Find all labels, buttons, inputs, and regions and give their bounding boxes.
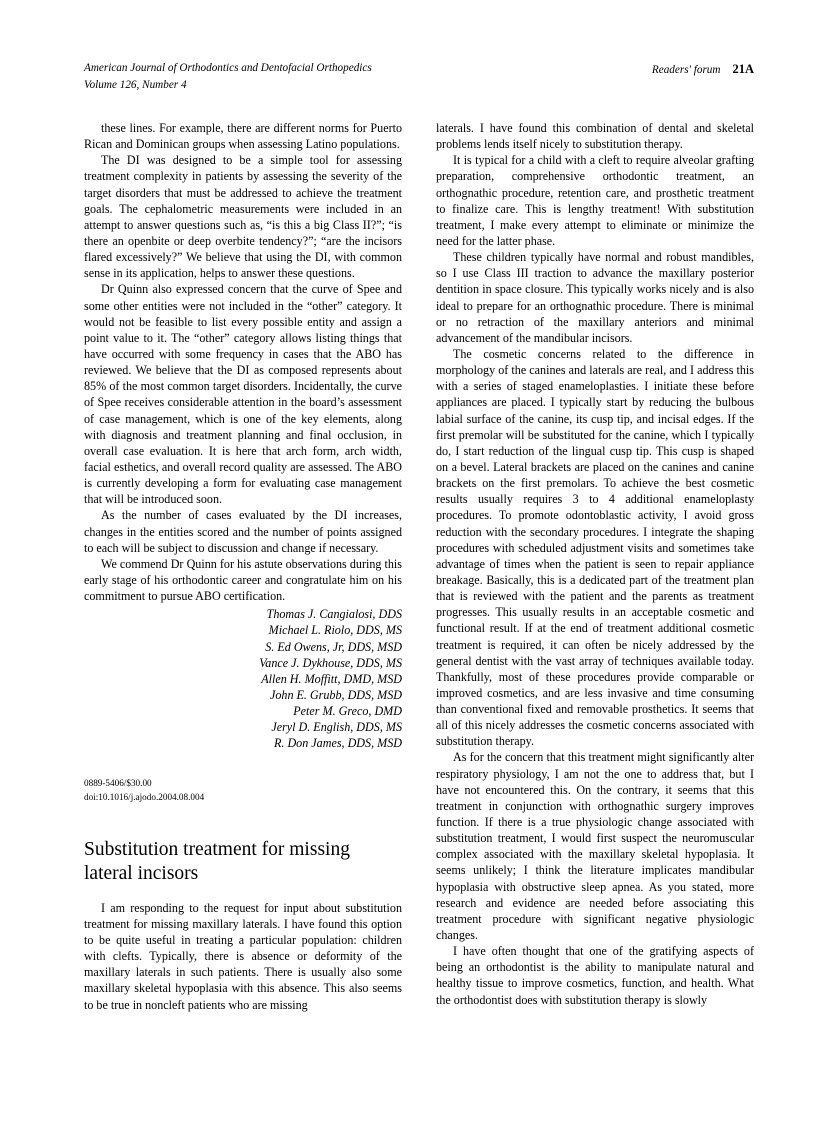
paragraph: I have often thought that one of the gratifying aspects of being an orthodontist is the ability to manipulate natural and healthy tissue to improve cosmetics, function, and health. What the orthodontist does with substitution therapy is slowly bbox=[436, 944, 754, 1007]
page-number: 21A bbox=[732, 62, 754, 76]
left-column bbox=[84, 120, 402, 1013]
paragraph: The cosmetic concerns related to the difference in morphology of the canines and laterals are real, and I address this with a series of staged enameloplasties. I initiate these before appliances are placed. I typically start by reducing the bulbous labial surface of the canine, its cusp tip, and incisal edges. If the first premolar will be substituted for the canine, which I typically do, I start reduction of the lingual cusp tip. This cusp is shaped on a bevel. Lateral brackets are placed on the canines and canine brackets on the first premolars. To achieve the best cosmetic results usually requires 3 to 4 additional enameloplasty procedures. To promote odontoblastic activity, I avoid gross reduction with the secondary procedures. I integrate the shaping procedures with scheduled adjustment visits and sometimes take advantage of times when the patient is seen to repair appliance breakage. Basically, this is a dedicated part of the treatment plan that is reviewed with the patient and the parents as treatment progresses. This usually results in an acceptable cosmetic and functional result. If at the end of treatment additional cosmetic treatment is required, it can often be nicely addressed by the general dentist with the vast array of techniques available today. Thankfully, most of these procedures provide comparable or improved cosmetics, and are less invasive and time consuming than conventional fixed and removable prosthetics. It seems that all of this nicely addresses the cosmetic concerns associated with substitution therapy. bbox=[436, 346, 754, 749]
paragraph: these lines. For example, there are different norms for Puerto Rican and Dominican groups when assessing Latino populations. bbox=[84, 121, 402, 152]
paragraph: We commend Dr Quinn for his astute observations during this early stage of his orthodontic career and congratulate him on his commitment to pursue ABO certification. bbox=[84, 556, 402, 604]
right-column bbox=[436, 120, 754, 1013]
doi-line: doi:10.1016/j.ajodo.2004.08.004 bbox=[84, 791, 205, 802]
paragraph: As the number of cases evaluated by the DI increases, changes in the entities scored and the number of points assigned to each will be subject to discussion and change if necessary. bbox=[84, 508, 402, 555]
signature: R. Don James, DDS, MSD bbox=[274, 736, 402, 751]
header-journal-info bbox=[84, 60, 372, 94]
two-column-body bbox=[84, 120, 754, 1013]
signature: John E. Grubb, DDS, MSD bbox=[269, 687, 402, 702]
paragraph: As for the concern that this treatment might significantly alter respiratory physiology, I am not the one to address that, but I have not encountered this. On the contrary, it seems that this treatment in conjunction with orthognathic surgery improves function. If there is a true physiologic change associated with substitution treatment, I would first suspect the neuromuscular complex associated with the maxillary skeletal hypoplasia. It seems unlikely; I think the literature implicates mandibular hypoplasia with obstructive sleep apnea. As you stated, more research and evidence are needed before associating this treatment procedure with significant negative physiologic changes. bbox=[436, 750, 754, 943]
signature-list bbox=[84, 606, 402, 751]
paragraph: laterals. I have found this combination of dental and skeletal problems lends itself nicely to substitution therapy. bbox=[436, 121, 754, 152]
signature: Peter M. Greco, DMD bbox=[293, 704, 402, 719]
signature: S. Ed Owens, Jr, DDS, MSD bbox=[265, 639, 402, 654]
issn-line: 0889-5406/$30.00 bbox=[84, 778, 152, 789]
journal-volume: Volume 126, Number 4 bbox=[84, 78, 187, 91]
paragraph: It is typical for a child with a cleft to require alveolar grafting preparation, comprehensive orthodontic treatment, an orthognathic procedure, retention care, and prosthetic treatment to finalize care. This is lengthy treatment! With substitution treatment, I make every attempt to eliminate or minimize the need for the latter phase. bbox=[436, 153, 754, 248]
paragraph: These children typically have normal and robust mandibles, so I use Class III traction to advance the maxillary posterior dentition in space closure. This typically works nicely and is also ideal to prepare for an orthognathic procedure. There is minimal or no retraction of the maxillary anteriors and minimal advancement of the mandibular incisors. bbox=[436, 250, 754, 345]
paragraph: I am responding to the request for input about substitution treatment for missing maxillary laterals. I have found this option to be quite useful in treating a particular population: children with clefts. Typically, there is absence or deformity of the maxillary laterals in such patients. There is usually also some maxillary skeletal hypoplasia with this absence. This also seems to be true in noncleft patients who are missing bbox=[84, 900, 402, 1012]
signature: Jeryl D. English, DDS, MS bbox=[271, 720, 402, 735]
article-title: Substitution treatment for missing lateral incisors bbox=[84, 839, 350, 884]
signature: Michael L. Riolo, DDS, MS bbox=[268, 623, 402, 638]
header-section-info bbox=[652, 60, 754, 79]
page-header bbox=[84, 60, 754, 94]
signature: Thomas J. Cangialosi, DDS bbox=[266, 607, 402, 622]
paragraph: The DI was designed to be a simple tool for assessing treatment complexity in patients by assessing the severity of the target disorders that must be addressed to achieve the treatment goals. The cephalometric measurements were included in an attempt to answer questions such as, “is this a big Class II?”; “is there an openbite or deep overbite tendency?”; “are the incisors flared excessively?” We believe that using the DI, with common sense in its application, helps to answer these questions. bbox=[84, 153, 402, 281]
journal-title: American Journal of Orthodontics and Dentofacial Orthopedics bbox=[84, 62, 372, 74]
article-footnote bbox=[84, 777, 402, 804]
section-name: Readers' forum bbox=[651, 64, 721, 76]
signature: Allen H. Moffitt, DMD, MSD bbox=[261, 671, 402, 686]
signature: Vance J. Dykhouse, DDS, MS bbox=[259, 655, 402, 670]
paragraph: Dr Quinn also expressed concern that the curve of Spee and some other entities were not included in the “other” category. It would not be feasible to list every possible entity and assign a point value to it. The “other” category allows listing things that have occurred with some frequency in cases that the ABO has reviewed. We believe that the DI as composed represents about 85% of the most common target disorders. Incidentally, the curve of Spee receives considerable attention in the board’s assessment of case management, which is one of the key elements, along with diagnosis and treatment planning and final occlusion, in overall case evaluation. It is here that arch form, arch width, facial esthetics, and overall record quality are assessed. The ABO is currently developing a form for evaluating case management that will be introduced soon. bbox=[84, 282, 402, 507]
